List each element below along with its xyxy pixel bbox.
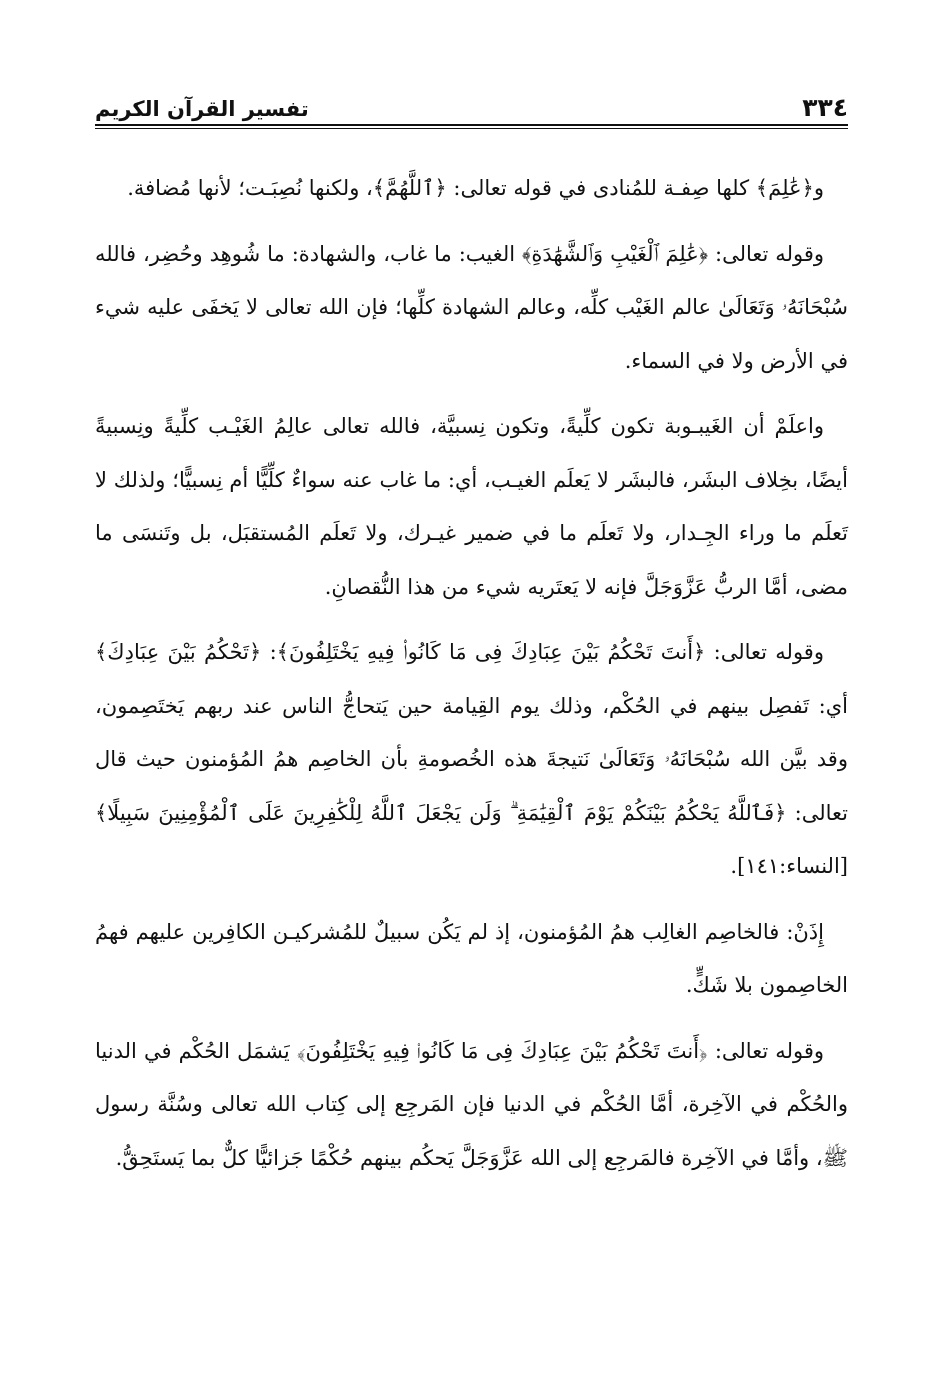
paragraph-4: وقوله تعالى: ﴿أَنتَ تَحْكُمُ بَيْنَ عِبَادِكَ فِى مَا كَانُوا۟ فِيهِ يَخْتَلِفُونَ﴾: ﴿تَحْكُمُ بَيْنَ عِبَادِكَ﴾ أي: تَفصِل بينهم في الحُكْم، وذلك يوم القِيامة حين يَتحاجُّ الناس عند ربهم يَختَصِمون، وقد بيَّن الله سُبْحَانَهُۥ وَتَعَالَىٰ نَتيجةَ هذه الخُصومةِ بأن الخاصِم همُ المُؤمنون حيث قال تعالى: ﴿فَٱللَّهُ يَحْكُمُ بَيْنَكُمْ يَوْمَ ٱلْقِيَٰمَةِ ۗ وَلَن يَجْعَلَ ٱللَّهُ لِلْكَٰفِرِينَ عَلَى ٱلْمُؤْمِنِينَ سَبِيلًا﴾ [النساء:١٤١].	[95, 640, 848, 878]
paragraph-6: وقوله تعالى: ﴿أَنتَ تَحْكُمُ بَيْنَ عِبَادِكَ فِى مَا كَانُوا۟ فِيهِ يَخْتَلِفُونَ﴾ يَشمَل الحُكْم في الدنيا والحُكْم في الآخِرة، أمَّا الحُكْم في الدنيا فإن المَرجِع إلى كِتاب الله تعالى وسُنَّة رسول ﷺ، وأمَّا في الآخِرة فالمَرجِع إلى الله عَزَّوَجَلَّ يَحكُم بينهم حُكْمًا جَزائيًّا كلٌّ بما يَستَحِقُّ.	[95, 1038, 848, 1170]
header-rule	[95, 124, 848, 129]
book-title: تفسير القرآن الكريم	[95, 97, 309, 121]
body-text	[95, 162, 848, 1197]
paragraph-2: وقوله تعالى: ﴿عَٰلِمَ ٱلْغَيْبِ وَٱلشَّهَٰدَةِ﴾ الغيب: ما غاب، والشهادة: ما شُوهِد وحُضِر، فالله سُبْحَانَهُۥ وَتَعَالَىٰ عالم الغَيْب كلِّه، وعالم الشهادة كلِّها؛ فإن الله تعالى لا يَخفَى عليه شيء في الأرض ولا في السماء.	[95, 241, 848, 373]
running-header	[95, 86, 848, 120]
paragraph-1: و﴿عَٰلِمَ﴾ كلها صِفـة للمُنادى في قوله تعالى: ﴿ٱللَّهُمَّ﴾، ولكنها نُصِبَـت؛ لأنها مُضافة.	[127, 176, 824, 200]
paragraph-3: واعلَمْ أن الغَيبـوبة تكون كلِّيةً، وتكون نِسبيَّة، فالله تعالى عالِمُ الغَيْـب كلِّيةً ونِسبيةً أيضًا، بخِلاف البشَر، فالبشَر لا يَعلَم الغيـب، أي: ما غاب عنه سواءٌ كلِّيًّا أم نِسبيًّا؛ ولذلك لا تَعلَم ما وراء الجِـدار، ولا تَعلَم ما في ضمير غيـرك، ولا تَعلَم المُستقبَل، بل وتَنسَى ما مضى، أمَّا الربُّ عَزَّوَجَلَّ فإنه لا يَعتَريه شيء من هذا النُّقصانِ.	[95, 414, 848, 599]
paragraph-5: إِذَنْ: فالخاصِم الغالِب همُ المُؤمنون، إذ لم يَكُن سبيلٌ للمُشركيـن الكافِرين عليهم فهمُ الخاصِمون بلا شَكٍّ.	[95, 919, 848, 997]
page-number: ٣٣٤	[802, 93, 848, 122]
